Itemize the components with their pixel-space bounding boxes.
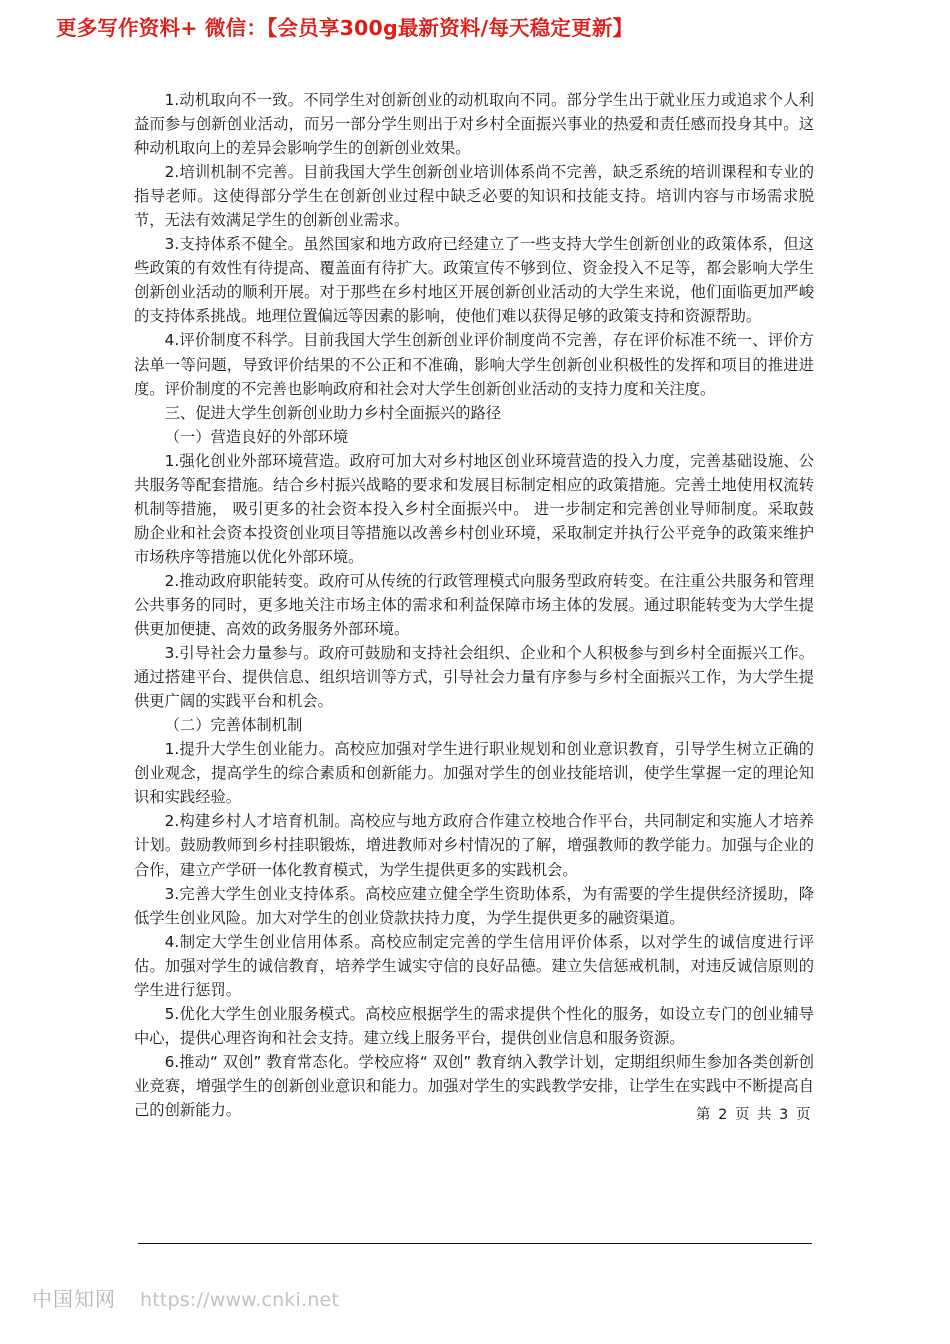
document-paragraph: （二）完善体制机制 — [164, 716, 303, 735]
document-paragraph: 2.培训机制不完善。目前我国大学生创新创业培训体系尚不完善，缺乏系统的培训课程和专业的指导老师。这使得部分学生在创新创业过程中缺乏必要的知识和技能支持。培训内容与市场需求脱节，无法有效满足学生的创新创业需求。 — [134, 163, 814, 230]
document-paragraph: 2.推动政府职能转变。政府可从传统的行政管理模式向服务型政府转变。在注重公共服务和管理公共事务的同时，更多地关注市场主体的需求和利益保障市场主体的发展。通过职能转变为大学生提供更加便捷、高效的政务服务外部环境。 — [134, 571, 814, 639]
document-paragraph: 1.动机取向不一致。不同学生对创新创业的动机取向不同。部分学生出于就业压力或追求个人利益而参与创新创业活动，而另一部分学生则出于对乡村全面振兴事业的热爱和责任感而投身其中。这种动机取向上的差异会影响学生的创新创业效果。 — [134, 91, 814, 158]
document-paragraph: 三、促进大学生创新创业助力乡村全面振兴的路径 — [164, 403, 502, 422]
document-paragraph: （一）营造良好的外部环境 — [164, 427, 349, 446]
page-number-footer: 第 2 页 共 3 页 — [696, 1107, 812, 1123]
document-paragraph: 1.强化创业外部环境营造。政府可加大对乡村地区创业环境营造的投入力度，完善基础设施、公共服务等配套措施。结合乡村振兴战略的要求和发展目标制定相应的政策措施。完善土地使用权流转机制等措施， 吸引更多的社会资本投入乡村全面振兴中。 进一步制定和完善创业导师制度。采取鼓励企业和社会资本投资创业项目等措施以改善乡村创业环境，采取制定并执行公平竞争的政策来维护市场秩序等措施以优化外部环境。 — [134, 451, 814, 566]
document-paragraph: 3.引导社会力量参与。政府可鼓励和支持社会组织、企业和个人积极参与到乡村全面振兴工作。通过搭建平台、提供信息、组织培训等方式，引导社会力量有序参与乡村全面振兴工作，为大学生提供更广阔的实践平台和机会。 — [134, 644, 814, 711]
document-paragraph: 2.构建乡村人才培育机制。高校应与地方政府合作建立校地合作平台，共同制定和实施人才培养计划。鼓励教师到乡村挂职锻炼，增进教师对乡村情况的了解，增强教师的教学能力。加强与企业的合作，建立产学研一体化教育模式，为学生提供更多的实践机会。 — [134, 812, 814, 879]
footer-divider — [138, 1243, 812, 1244]
cnki-watermark — [32, 1286, 339, 1313]
document-paragraph: 3.支持体系不健全。虽然国家和地方政府已经建立了一些支持大学生创新创业的政策体系，但这些政策的有效性有待提高、覆盖面有待扩大。政策宣传不够到位、资金投入不足等，都会影响大学生创新创业活动的顺利开展。对于那些在乡村地区开展创新创业活动的大学生来说，他们面临更加严峻的支持体系挑战。地理位置偏远等因素的影响，使他们难以获得足够的政策支持和资源帮助。 — [134, 235, 814, 326]
document-paragraph: 5.优化大学生创业服务模式。高校应根据学生的需求提供个性化的服务，如设立专门的创业辅导中心，提供心理咨询和社会支持。建立线上服务平台，提供创业信息和服务资源。 — [134, 1004, 814, 1047]
cnki-url-label: https://www.cnki.net — [140, 1289, 340, 1311]
document-paragraph: 6.推动“ 双创” 教育常态化。学校应将“ 双创” 教育纳入教学计划，定期组织师生参加各类创新创业竞赛，增强学生的创新创业意识和能力。加强对学生的实践教学安排，让学生在实践中不断提高自己的创新能力。 — [134, 1052, 814, 1119]
promo-banner-text: 更多写作资料+ 微信：【会员享300g最新资料/每天稳定更新】 — [56, 16, 634, 40]
document-body — [134, 88, 814, 1122]
document-paragraph: 4.评价制度不科学。目前我国大学生创新创业评价制度尚不完善，存在评价标准不统一、评价方法单一等问题，导致评价结果的不公正和不准确，影响大学生创新创业积极性的发挥和项目的推进进度。评价制度的不完善也影响政府和社会对大学生创新创业活动的支持力度和关注度。 — [134, 331, 814, 398]
document-paragraph: 1.提升大学生创业能力。高校应加强对学生进行职业规划和创业意识教育，引导学生树立正确的创业观念，提高学生的综合素质和创新能力。加强对学生的创业技能培训，使学生掌握一定的理论知识和实践经验。 — [134, 740, 814, 807]
document-paragraph: 4.制定大学生创业信用体系。高校应制定完善的学生信用评价体系，以对学生的诚信度进行评估。加强对学生的诚信教育，培养学生诚实守信的良好品德。建立失信惩戒机制，对违反诚信原则的学生进行惩罚。 — [134, 932, 814, 999]
document-paragraph: 3.完善大学生创业支持体系。高校应建立健全学生资助体系，为有需要的学生提供经济援助，降低学生创业风险。加大对学生的创业贷款扶持力度，为学生提供更多的融资渠道。 — [134, 884, 814, 927]
cnki-name-label: 中国知网 — [32, 1287, 116, 1311]
